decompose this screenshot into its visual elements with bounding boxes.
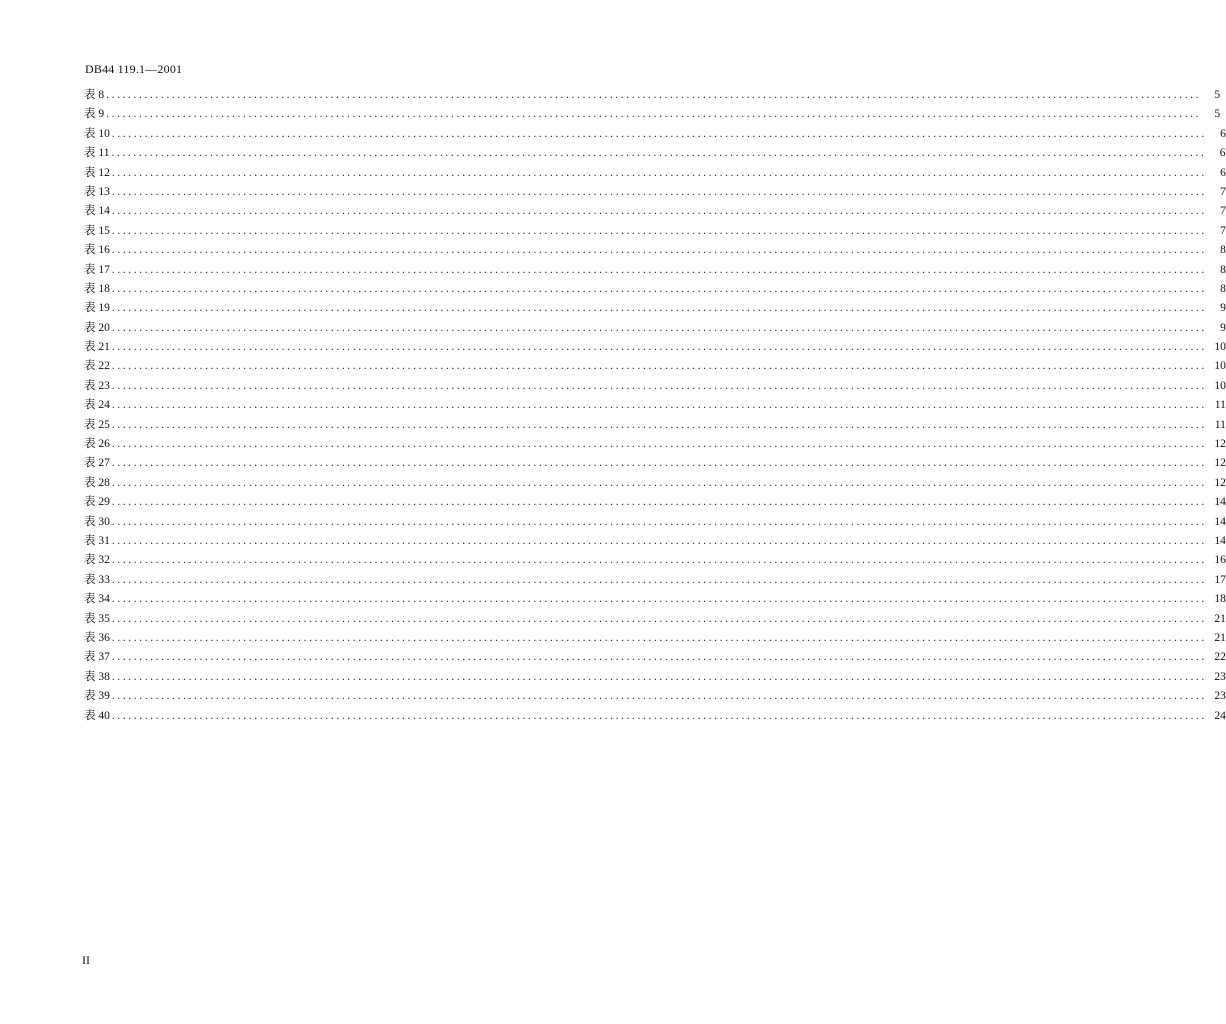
- toc-entry-page: 11: [1214, 399, 1226, 412]
- toc-entry: [84, 707, 1226, 726]
- toc-leader-dots: ........................................................................................................................................................................................................: [111, 670, 1207, 683]
- toc-entry: [84, 164, 1226, 183]
- toc-entry-label: 表 12: [84, 166, 110, 179]
- toc-leader-dots: ........................................................................................................................................................................................................: [111, 224, 1207, 237]
- toc-entry-page: 7: [1220, 185, 1226, 198]
- toc-leader-dots: ........................................................................................................................................................................................................: [111, 263, 1207, 276]
- toc-leader-dots: ........................................................................................................................................................................................................: [111, 554, 1207, 567]
- toc-entry-label: 表 22: [84, 360, 110, 373]
- toc-entry-label: 表 15: [84, 224, 110, 237]
- toc-entry-label: 表 11: [84, 147, 110, 160]
- toc-entry: [84, 144, 1226, 163]
- toc-entry-label: 表 18: [84, 282, 110, 295]
- toc-leader-dots: ........................................................................................................................................................................................................: [111, 302, 1207, 315]
- toc-leader-dots: ........................................................................................................................................................................................................: [111, 341, 1207, 354]
- toc-entry-label: 表 10: [84, 127, 110, 140]
- toc-entry: [84, 493, 1226, 512]
- toc-entry: [84, 222, 1226, 241]
- toc-entry: [84, 357, 1226, 376]
- toc-entry-page: 8: [1220, 263, 1226, 276]
- toc-entry-page: 6: [1220, 166, 1226, 179]
- toc-leader-dots: ........................................................................................................................................................................................................: [106, 89, 1202, 101]
- toc-entry: [84, 299, 1226, 318]
- toc-entry: [84, 183, 1226, 202]
- toc-entry-label: 表 28: [84, 476, 110, 489]
- toc-entry-page: 14: [1214, 496, 1226, 509]
- toc-entry: [84, 687, 1226, 706]
- toc-entry-label: 表 35: [84, 612, 110, 625]
- toc-entry: [84, 241, 1226, 260]
- toc-leader-dots: ........................................................................................................................................................................................................: [111, 399, 1207, 412]
- toc-entry: [84, 377, 1226, 396]
- toc-entry: [84, 202, 1226, 221]
- toc-entry-label: 表 14: [84, 205, 110, 218]
- toc-entry: [84, 454, 1226, 473]
- toc-entry-page: 9: [1220, 321, 1226, 334]
- toc-entry-label: 表 17: [84, 263, 110, 276]
- toc-leader-dots: ........................................................................................................................................................................................................: [111, 166, 1207, 179]
- toc-entry: [84, 532, 1226, 551]
- toc-entry-label: 表 9: [84, 108, 105, 121]
- document-code-header: DB44 119.1—2001: [85, 62, 183, 76]
- toc-entry: [84, 280, 1226, 299]
- toc-leader-dots: ........................................................................................................................................................................................................: [111, 612, 1207, 625]
- toc-entry-page: 10: [1214, 341, 1226, 354]
- toc-entry-page: 21: [1214, 612, 1226, 625]
- toc-leader-dots: ........................................................................................................................................................................................................: [111, 379, 1207, 392]
- toc-entry-page: 7: [1220, 224, 1226, 237]
- toc-entry: [84, 319, 1226, 338]
- toc-entry-page: 23: [1214, 690, 1226, 703]
- toc-leader-dots: ........................................................................................................................................................................................................: [111, 496, 1207, 509]
- toc-entry-label: 表 19: [84, 302, 110, 315]
- toc-entry-page: 21: [1214, 631, 1226, 644]
- toc-entry-label: 表 13: [84, 185, 110, 198]
- toc-entry-page: 6: [1219, 147, 1226, 160]
- toc-entry-page: 8: [1220, 282, 1226, 295]
- toc-entry-label: 表 26: [84, 438, 110, 451]
- toc-entry-label: 表 38: [84, 670, 110, 683]
- toc-leader-dots: ........................................................................................................................................................................................................: [111, 631, 1207, 644]
- toc-entry: [84, 416, 1226, 435]
- toc-entry-label: 表 21: [84, 341, 110, 354]
- toc-entry: [84, 513, 1226, 532]
- toc-entry: [84, 629, 1226, 648]
- toc-entry-page: 10: [1214, 379, 1226, 392]
- toc-entry: [84, 435, 1226, 454]
- toc-entry-page: 9: [1220, 302, 1226, 315]
- toc-entry-label: 表 30: [84, 515, 110, 528]
- toc-leader-dots: ........................................................................................................................................................................................................: [111, 476, 1207, 489]
- toc-entry-label: 表 29: [84, 496, 110, 509]
- toc-leader-dots: ........................................................................................................................................................................................................: [111, 573, 1207, 586]
- toc-entry: [84, 474, 1226, 493]
- toc-leader-dots: ........................................................................................................................................................................................................: [111, 185, 1207, 198]
- toc-entry-page: 18: [1214, 593, 1226, 606]
- toc-entry-label: 表 16: [84, 244, 110, 257]
- toc-entry-page: 6: [1220, 127, 1226, 140]
- toc-entry: [84, 338, 1226, 357]
- toc-entry-page: 24: [1214, 709, 1226, 722]
- toc-leader-dots: ........................................................................................................................................................................................................: [111, 147, 1207, 160]
- toc-leader-dots: ........................................................................................................................................................................................................: [106, 108, 1202, 121]
- toc-entry-label: 表 36: [84, 631, 110, 644]
- toc-leader-dots: ........................................................................................................................................................................................................: [111, 593, 1207, 606]
- toc-leader-dots: ........................................................................................................................................................................................................: [111, 205, 1207, 218]
- toc-leader-dots: ........................................................................................................................................................................................................: [111, 244, 1207, 257]
- toc-entry-page: 10: [1214, 360, 1226, 373]
- toc-entry: [84, 86, 1221, 105]
- toc-leader-dots: ........................................................................................................................................................................................................: [111, 360, 1207, 373]
- toc-entry-page: 23: [1214, 670, 1226, 683]
- toc-entry-label: 表 27: [84, 457, 110, 470]
- toc-entry-page: 16: [1214, 554, 1226, 567]
- toc-leader-dots: ........................................................................................................................................................................................................: [111, 457, 1207, 470]
- toc-entry-label: 表 34: [84, 593, 110, 606]
- toc-entry-page: 12: [1214, 457, 1226, 470]
- toc-leader-dots: ........................................................................................................................................................................................................: [111, 651, 1207, 664]
- toc-entry-label: 表 20: [84, 321, 110, 334]
- toc-entry-page: 17: [1214, 573, 1226, 586]
- toc-leader-dots: ........................................................................................................................................................................................................: [111, 515, 1207, 528]
- toc-entry-page: 12: [1214, 438, 1226, 451]
- toc-entry: [84, 125, 1226, 144]
- toc-entry-page: 22: [1214, 651, 1226, 664]
- toc-entry: [84, 105, 1221, 124]
- toc-entry: [84, 396, 1226, 415]
- toc-entry: [84, 610, 1226, 629]
- toc-entry: [84, 571, 1226, 590]
- toc-entry-page: 5: [1214, 89, 1221, 101]
- toc-leader-dots: ........................................................................................................................................................................................................: [111, 418, 1207, 431]
- toc-entry-label: 表 31: [84, 534, 110, 547]
- toc-entry: [84, 261, 1226, 280]
- toc-leader-dots: ........................................................................................................................................................................................................: [111, 438, 1207, 451]
- toc-leader-dots: ........................................................................................................................................................................................................: [111, 127, 1207, 140]
- toc-entry-label: 表 37: [84, 651, 110, 664]
- toc-entry-page: 5: [1214, 108, 1221, 121]
- toc-entry-label: 表 8: [84, 89, 105, 101]
- toc-entry-label: 表 32: [84, 554, 110, 567]
- toc-leader-dots: ........................................................................................................................................................................................................: [111, 690, 1207, 703]
- toc-entry-label: 表 33: [84, 573, 110, 586]
- toc-leader-dots: ........................................................................................................................................................................................................: [111, 709, 1207, 722]
- toc-entry-page: 12: [1214, 476, 1226, 489]
- toc-entry-label: 表 24: [84, 399, 110, 412]
- toc-entry: [84, 551, 1226, 570]
- toc-leader-dots: ........................................................................................................................................................................................................: [111, 321, 1207, 334]
- toc-leader-dots: ........................................................................................................................................................................................................: [111, 282, 1207, 295]
- toc-entry: [84, 668, 1226, 687]
- toc-leader-dots: ........................................................................................................................................................................................................: [111, 534, 1207, 547]
- toc-entry-page: 8: [1220, 244, 1226, 257]
- toc-entry-page: 14: [1214, 515, 1226, 528]
- table-of-contents: [84, 86, 1226, 726]
- toc-entry-page: 14: [1214, 534, 1226, 547]
- toc-entry-label: 表 25: [84, 418, 110, 431]
- toc-entry-label: 表 23: [84, 379, 110, 392]
- toc-entry-page: 7: [1220, 205, 1226, 218]
- page-number: II: [82, 953, 90, 967]
- toc-entry-page: 11: [1214, 418, 1226, 431]
- toc-entry: [84, 590, 1226, 609]
- toc-entry-label: 表 40: [84, 709, 110, 722]
- toc-entry-label: 表 39: [84, 690, 110, 703]
- toc-entry: [84, 648, 1226, 667]
